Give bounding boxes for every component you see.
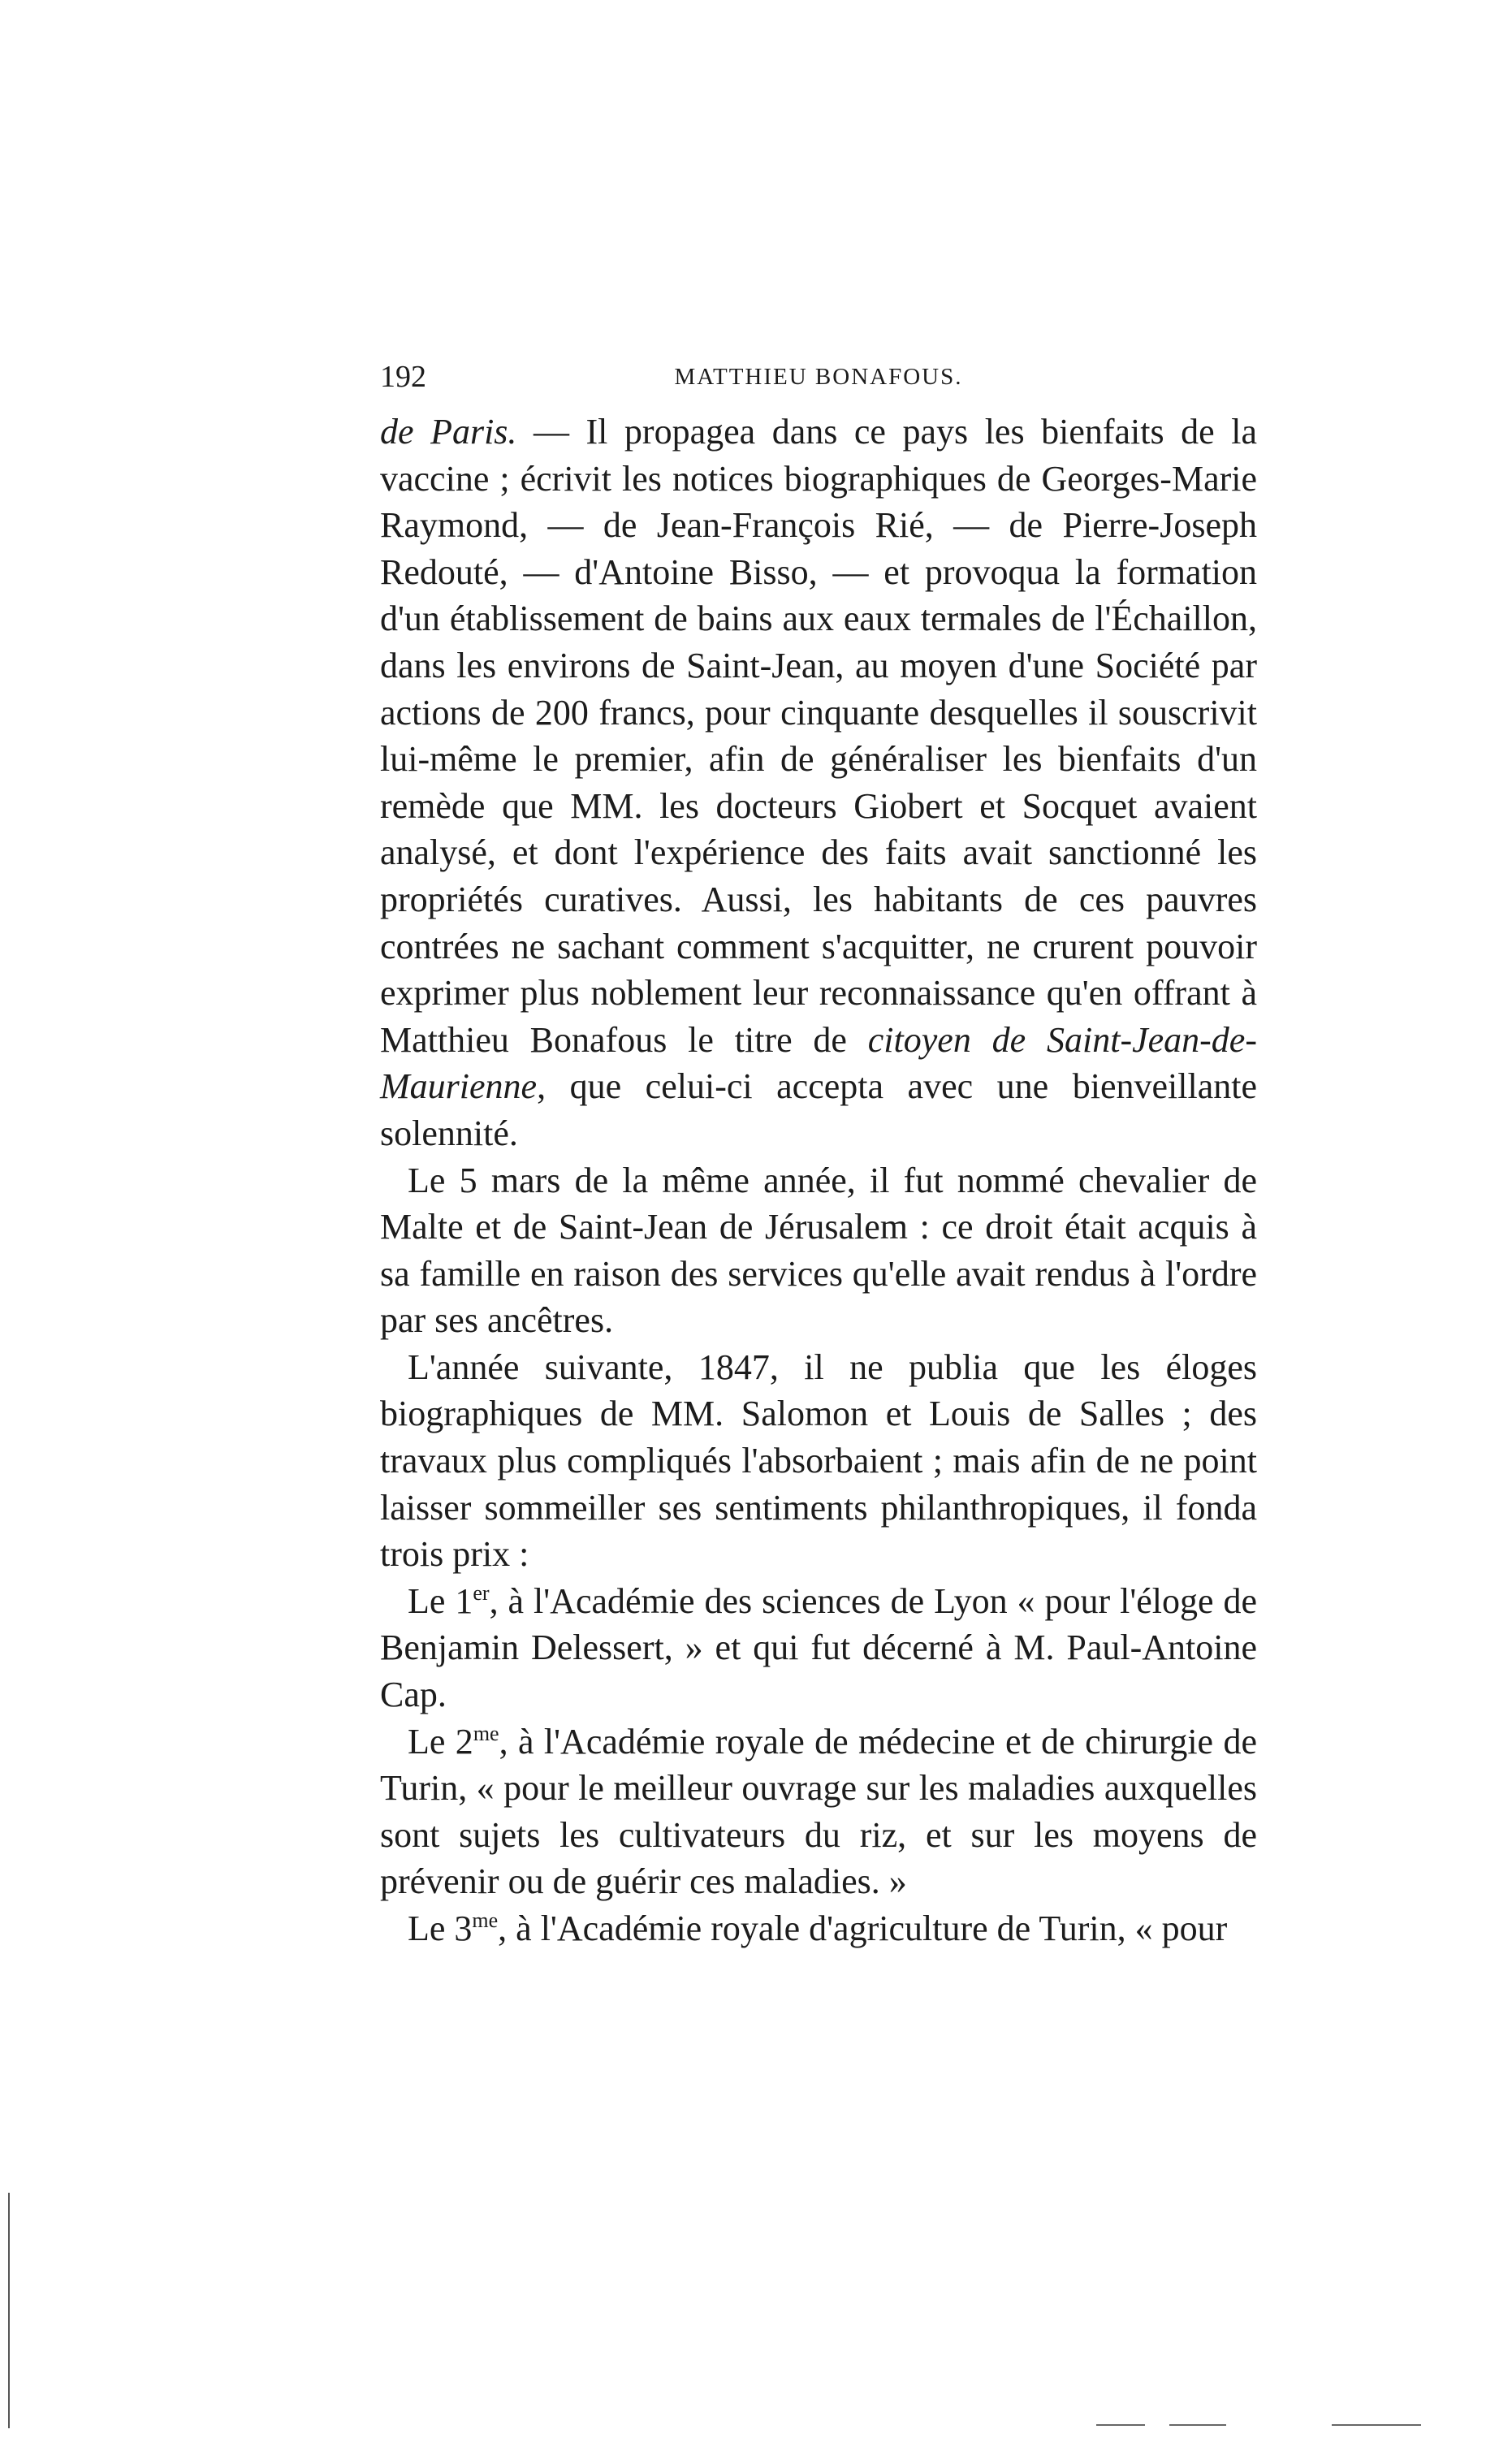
paragraph-text: , à l'Académie des sciences de Lyon « pour l'éloge de Benjamin Delessert, » et qui fut décerné à M. Paul-Antoine Cap. <box>380 1580 1258 1715</box>
body-text <box>380 408 1257 1952</box>
italic-phrase: de Paris. <box>380 412 517 452</box>
page-number: 192 <box>380 360 426 394</box>
paragraph-text: , à l'Académie royale d'agriculture de Turin, « pour <box>498 1908 1228 1948</box>
scan-footer-mark <box>1169 2424 1226 2426</box>
paragraph-1 <box>380 408 1257 1157</box>
paragraph-text: , que celui-ci accepta avec une bienveillante solennité. <box>380 1066 1257 1153</box>
italic-phrase: citoyen de Saint-Jean-de-Maurienne <box>380 1019 1257 1107</box>
paragraph-text: Le 3 <box>408 1908 473 1948</box>
ordinal-superscript: er <box>473 1580 490 1605</box>
running-head: MATTHIEU BONAFOUS. <box>674 364 963 390</box>
paragraph-3 <box>380 1344 1257 1578</box>
paragraph-text: Le 2 <box>408 1721 473 1761</box>
ordinal-superscript: me <box>473 1721 499 1745</box>
ordinal-superscript: me <box>472 1908 499 1932</box>
paragraph-2 <box>380 1157 1257 1344</box>
paragraph-text: — Il propagea dans ce pays les bienfaits de la vaccine ; écrivit les notices biographiques de Georges-Marie Raymond, — de Jean-François Rié, — de Pierre-Joseph Redouté, — d'Antoine Bisso, — et provoqua la formation d'un établissement de bains aux eaux termales de l'Échaillon, dans les environs de Saint-Jean, au moyen d'une Société par actions de 200 francs, pour cinquante desquelles il souscrivit lui-même le premier, afin de généraliser les bienfaits d'un remède que MM. les docteurs Giobert et Socquet avaient analysé, et dont l'expérience des faits avait sanctionné les propriétés curatives. Aussi, les habitants de ces pauvres contrées ne sachant comment s'acquitter, ne crurent pouvoir exprimer plus noblement leur reconnaissance qu'en offrant à Matthieu Bonafous le titre de <box>380 412 1257 1060</box>
paragraph-text: Le 1 <box>408 1580 473 1621</box>
paragraph-4 <box>380 1578 1257 1718</box>
paragraph-5 <box>380 1718 1257 1905</box>
paragraph-text: , à l'Académie royale de médecine et de chirurgie de Turin, « pour le meilleur ouvrage sur les maladies auxquelles sont sujets les cultivateurs du riz, et sur les moyens de prévenir ou de guérir ces maladies. » <box>380 1721 1258 1902</box>
scan-footer-mark <box>1332 2424 1421 2426</box>
page-header <box>380 359 1257 408</box>
scan-footer-mark <box>1096 2424 1145 2426</box>
paragraph-6 <box>380 1905 1257 1952</box>
paragraph-text: L'année suivante, 1847, il ne publia que les éloges biographiques de MM. Salomon et Louis de Salles ; des travaux plus compliqués l'absorbaient ; mais afin de ne point laisser sommeiller ses sentiments philanthropiques, il fonda trois prix : <box>380 1347 1257 1575</box>
scan-margin-line <box>8 2193 10 2428</box>
paragraph-text: Le 5 mars de la même année, il fut nommé chevalier de Malte et de Saint-Jean de Jérusalem : ce droit était acquis à sa famille en raison des services qu'elle avait rendus à l'ordre par ses ancêtres. <box>380 1160 1257 1341</box>
